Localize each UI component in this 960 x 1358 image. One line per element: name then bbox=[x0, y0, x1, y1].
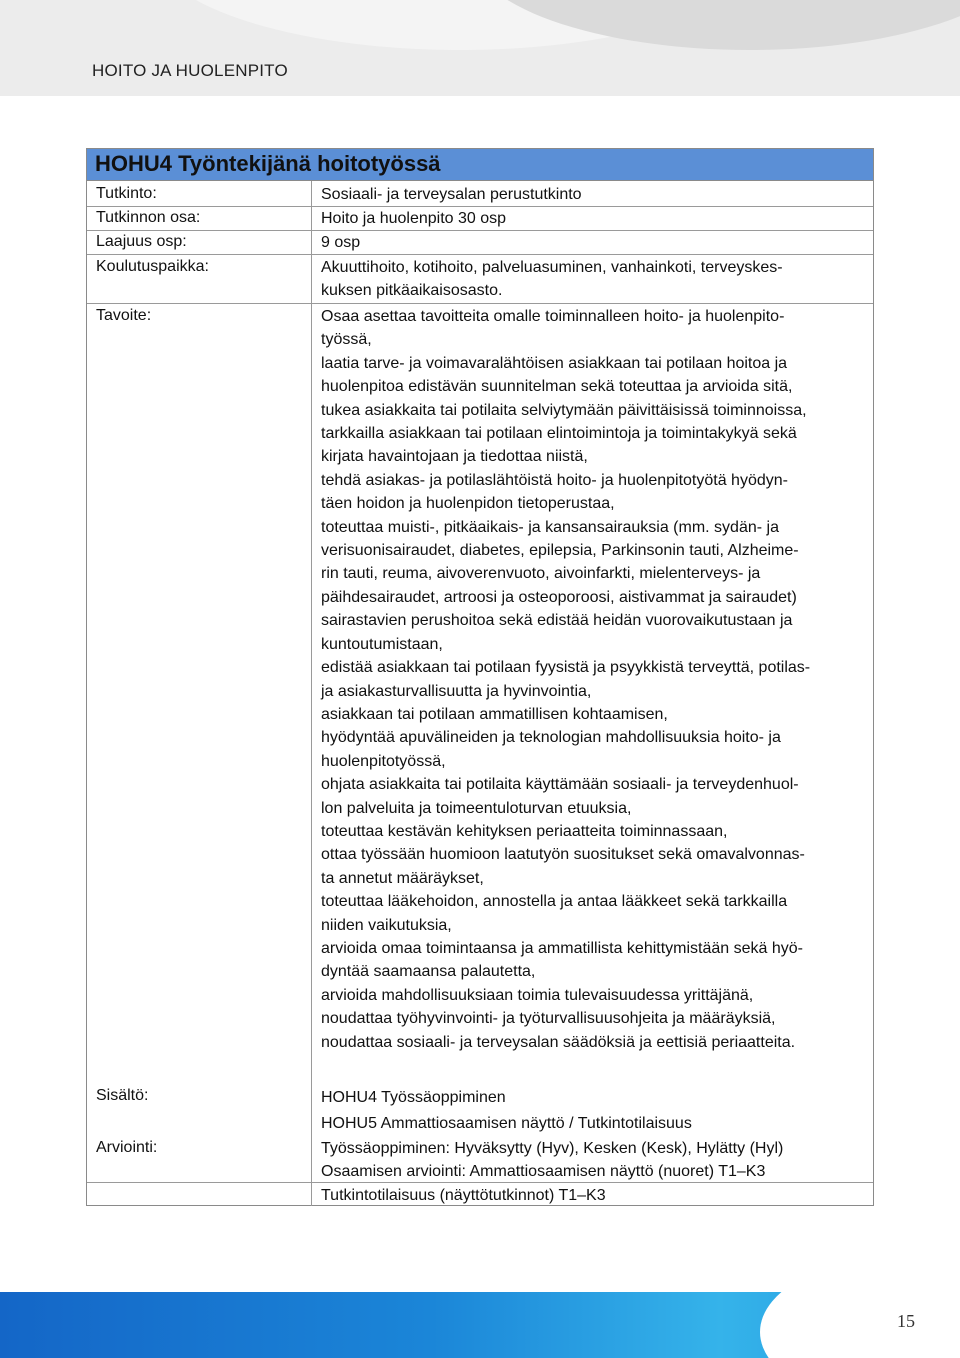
text-line: Osaamisen arviointi: Ammattiosaamisen näyttö (nuoret) T1–K3 bbox=[321, 1163, 766, 1181]
column-divider bbox=[311, 181, 312, 1206]
label-koulutuspaikka: Koulutuspaikka: bbox=[96, 258, 209, 275]
text-line: toteuttaa kestävän kehityksen periaatteita toiminnassaan, bbox=[321, 822, 728, 840]
value-arviointi bbox=[321, 1137, 783, 1207]
module-table bbox=[86, 148, 874, 1206]
text-line: Osaa asettaa tavoitteita omalle toiminnalleen hoito- ja huolenpito- bbox=[321, 308, 785, 325]
text-line: lon palveluita ja toimeentuloturvan etuuksia, bbox=[321, 799, 632, 817]
value-sisalto bbox=[321, 1085, 692, 1137]
row-separator bbox=[87, 303, 873, 304]
text-line: asiakkaan tai potilaan ammatillisen kohtaamisen, bbox=[321, 705, 668, 723]
text-line: niiden vaikutuksia, bbox=[321, 916, 452, 934]
text-line: toteuttaa lääkehoidon, annostella ja antaa lääkkeet sekä tarkkailla bbox=[321, 893, 788, 911]
label-arviointi: Arviointi: bbox=[96, 1139, 158, 1156]
value-tavoite bbox=[321, 305, 810, 1054]
value-tutkinto: Sosiaali- ja terveysalan perustutkinto bbox=[321, 186, 582, 203]
text-line: arvioida mahdollisuuksiaan toimia tulevaisuudessa yrittäjänä, bbox=[321, 986, 754, 1004]
footer-band bbox=[0, 1292, 960, 1358]
text-line: ottaa työssään huomioon laatutyön suositukset sekä omavalvonnas- bbox=[321, 846, 805, 864]
text-line: tarkkailla asiakkaan tai potilaan elintoimintoja ja toimintakykyä sekä bbox=[321, 425, 797, 443]
module-title-bar bbox=[87, 149, 873, 181]
text-line: tukea asiakkaita tai potilaita selviytymään päivittäisissä toiminnoissa, bbox=[321, 401, 807, 419]
text-line: ta annetut määräykset, bbox=[321, 869, 484, 887]
text-line: Työssäoppiminen: Hyväksytty (Hyv), Kesken (Kesk), Hylätty (Hyl) bbox=[321, 1140, 784, 1157]
running-header-title: HOITO JA HUOLENPITO bbox=[92, 61, 288, 80]
text-line: Tutkintotilaisuus (näyttötutkinnot) T1–K3 bbox=[321, 1186, 606, 1204]
text-line: edistää asiakkaan tai potilaan fyysistä ja psyykkistä terveyttä, potilas- bbox=[321, 659, 811, 677]
label-tutkinto: Tutkinto: bbox=[96, 185, 157, 202]
text-line: hyödyntää apuvälineiden ja teknologian mahdollisuuksia hoito- ja bbox=[321, 729, 781, 747]
label-tutkinnon-osa: Tutkinnon osa: bbox=[96, 209, 201, 226]
text-line: kuntoutumistaan, bbox=[321, 635, 443, 653]
text-line: päihdesairaudet, artroosi ja osteoporoosi, aistivammat ja sairaudet) bbox=[321, 588, 797, 606]
header-band bbox=[0, 0, 960, 96]
text-line: Akuuttihoito, kotihoito, palveluasuminen, vanhainkoti, terveyskes- bbox=[321, 259, 783, 276]
module-title: HOHU4 Työntekijänä hoitotyössä bbox=[95, 151, 441, 176]
text-line: tehdä asiakas- ja potilaslähtöistä hoito- ja huolenpitotyötä hyödyn- bbox=[321, 471, 788, 489]
text-line: laatia tarve- ja voimavaralähtöisen asiakkaan tai potilaan hoitoa ja bbox=[321, 354, 788, 372]
text-line: kuksen pitkäaikaisosasto. bbox=[321, 282, 503, 300]
text-line: arvioida omaa toimintaansa ja ammatillista kehittymistään sekä hyö- bbox=[321, 939, 803, 957]
label-sisalto: Sisältö: bbox=[96, 1087, 149, 1104]
value-tutkinnon-osa: Hoito ja huolenpito 30 osp bbox=[321, 210, 507, 227]
text-line: huolenpitoa edistävän suunnitelman sekä toteuttaa ja arvioida sitä, bbox=[321, 378, 793, 396]
text-line: työssä, bbox=[321, 331, 372, 349]
text-line: noudattaa työhyvinvointi- ja työturvallisuusohjeita ja määräyksiä, bbox=[321, 1010, 776, 1028]
row-separator bbox=[87, 254, 873, 255]
value-koulutuspaikka bbox=[321, 256, 783, 303]
text-line: rin tauti, reuma, aivoverenvuoto, aivoinfarkti, mielenterveys- ja bbox=[321, 565, 761, 583]
text-line: ohjata asiakkaita tai potilaita käyttämään sosiaali- ja terveydenhuol- bbox=[321, 776, 799, 794]
text-line: täen hoidon ja huolenpidon tietoperustaa, bbox=[321, 495, 615, 513]
text-line: verisuonisairaudet, diabetes, epilepsia, Parkinsonin tauti, Alzheime- bbox=[321, 542, 799, 560]
text-line: dyntää saamaansa palautetta, bbox=[321, 963, 536, 981]
label-tavoite: Tavoite: bbox=[96, 307, 152, 324]
text-line: kirjata havaintojaan ja tiedottaa niistä, bbox=[321, 448, 588, 466]
text-line: ja asiakasturvallisuutta ja hyvinvointia, bbox=[321, 682, 592, 700]
text-line: toteuttaa muisti-, pitkäaikais- ja kansansairauksia (mm. sydän- ja bbox=[321, 518, 779, 536]
text-line: sairastavien perushoitoa sekä edistää heidän vuorovaikutustaan ja bbox=[321, 612, 793, 630]
text-line: huolenpitotyössä, bbox=[321, 752, 446, 770]
text-line: HOHU5 Ammattiosaamisen näyttö / Tutkintotilaisuus bbox=[321, 1115, 692, 1132]
text-line: HOHU4 Työssäoppiminen bbox=[321, 1089, 506, 1106]
footer-curve bbox=[760, 1292, 960, 1358]
label-laajuus: Laajuus osp: bbox=[96, 233, 187, 250]
page-number: 15 bbox=[897, 1311, 915, 1331]
text-line: noudattaa sosiaali- ja terveysalan säädöksiä ja eettisiä periaatteita. bbox=[321, 1033, 796, 1051]
value-laajuus: 9 osp bbox=[321, 234, 361, 251]
